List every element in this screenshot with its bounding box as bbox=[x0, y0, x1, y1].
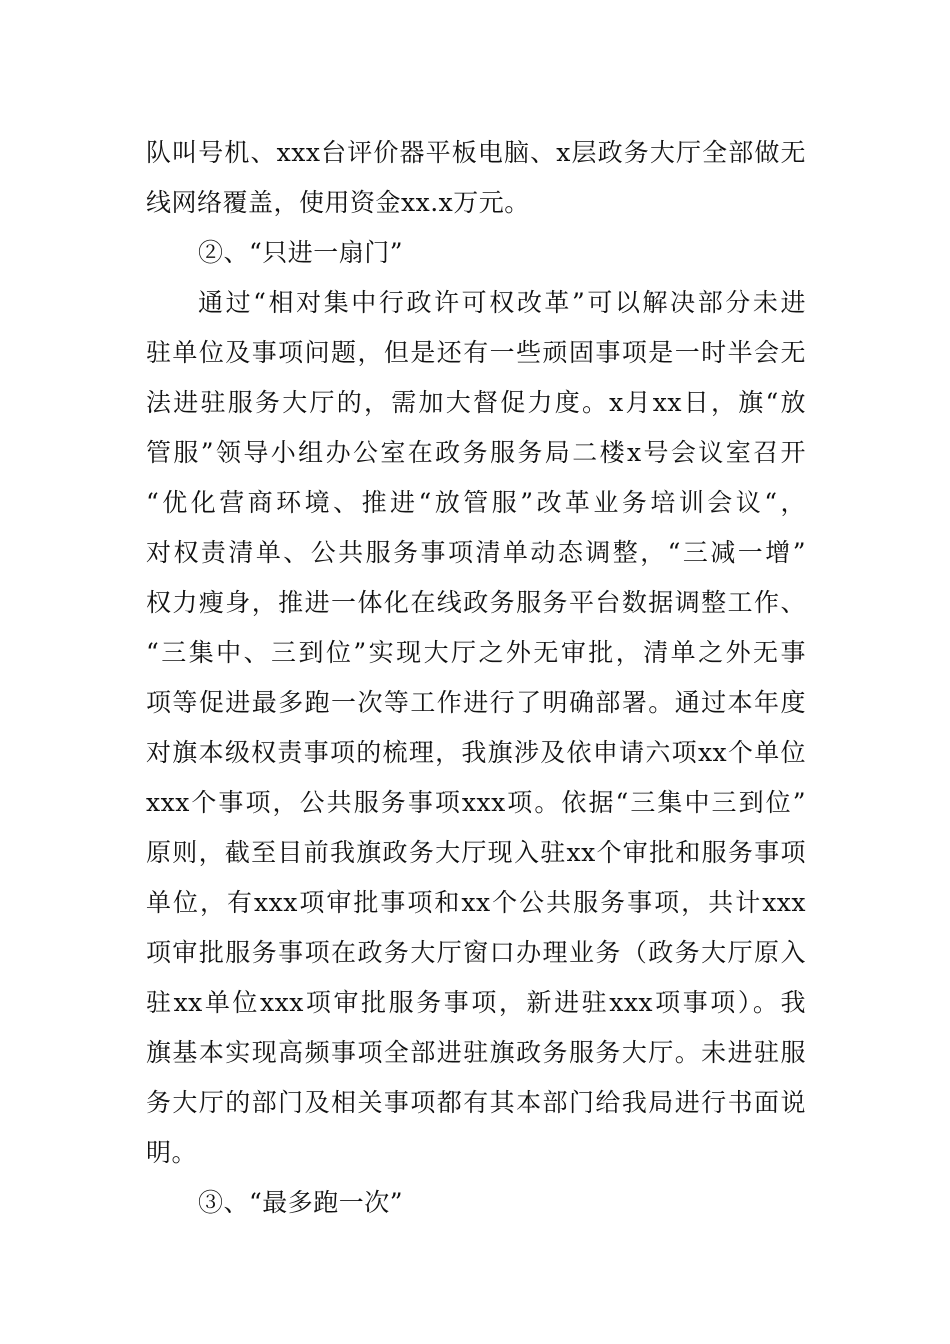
text-line: 务大厅的部门及相关事项都有其本部门给我局进行书面说 bbox=[146, 1088, 806, 1117]
text-line: 驻xx单位xxx项审批服务事项，新进驻xxx项事项）。我 bbox=[146, 988, 806, 1017]
text-line: 明。 bbox=[146, 1138, 198, 1167]
text-line: 对权责清单、公共服务事项清单动态调整，“三减一增” bbox=[146, 538, 806, 567]
text-line: 对旗本级权责事项的梳理，我旗涉及依申请六项xx个单位 bbox=[146, 738, 806, 767]
text-line: 驻单位及事项问题，但是还有一些顽固事项是一时半会无 bbox=[146, 338, 806, 367]
text-line: 旗基本实现高频事项全部进驻旗政务服务大厅。未进驻服 bbox=[146, 1038, 806, 1067]
text-line: xxx个事项，公共服务事项xxx项。依据“三集中三到位” bbox=[146, 788, 806, 817]
text-line: 管服”领导小组办公室在政务服务局二楼x号会议室召开 bbox=[146, 438, 806, 467]
text-line: 项审批服务事项在政务大厅窗口办理业务（政务大厅原入 bbox=[146, 938, 806, 967]
text-line: 单位，有xxx项审批事项和xx个公共服务事项，共计xxx bbox=[146, 888, 806, 917]
text-line: 权力瘦身，推进一体化在线政务服务平台数据调整工作、 bbox=[146, 588, 806, 617]
section-heading: ②、“只进一扇门” bbox=[198, 238, 404, 267]
text-line: 队叫号机、xxx台评价器平板电脑、x层政务大厅全部做无 bbox=[146, 138, 806, 167]
text-line: 项等促进最多跑一次等工作进行了明确部署。通过本年度 bbox=[146, 688, 806, 717]
section-heading: ③、“最多跑一次” bbox=[198, 1188, 404, 1217]
text-line: “优化营商环境、推进“放管服”改革业务培训会议“， bbox=[146, 488, 806, 517]
text-line: 线网络覆盖，使用资金xx.x万元。 bbox=[146, 188, 530, 217]
text-line: “三集中、三到位”实现大厅之外无审批，清单之外无事 bbox=[146, 638, 806, 667]
text-line: 通过“相对集中行政许可权改革”可以解决部分未进 bbox=[198, 288, 806, 317]
text-line: 法进驻服务大厅的，需加大督促力度。x月xx日，旗“放 bbox=[146, 388, 806, 417]
text-line: 原则，截至目前我旗政务大厅现入驻xx个审批和服务事项 bbox=[146, 838, 806, 867]
